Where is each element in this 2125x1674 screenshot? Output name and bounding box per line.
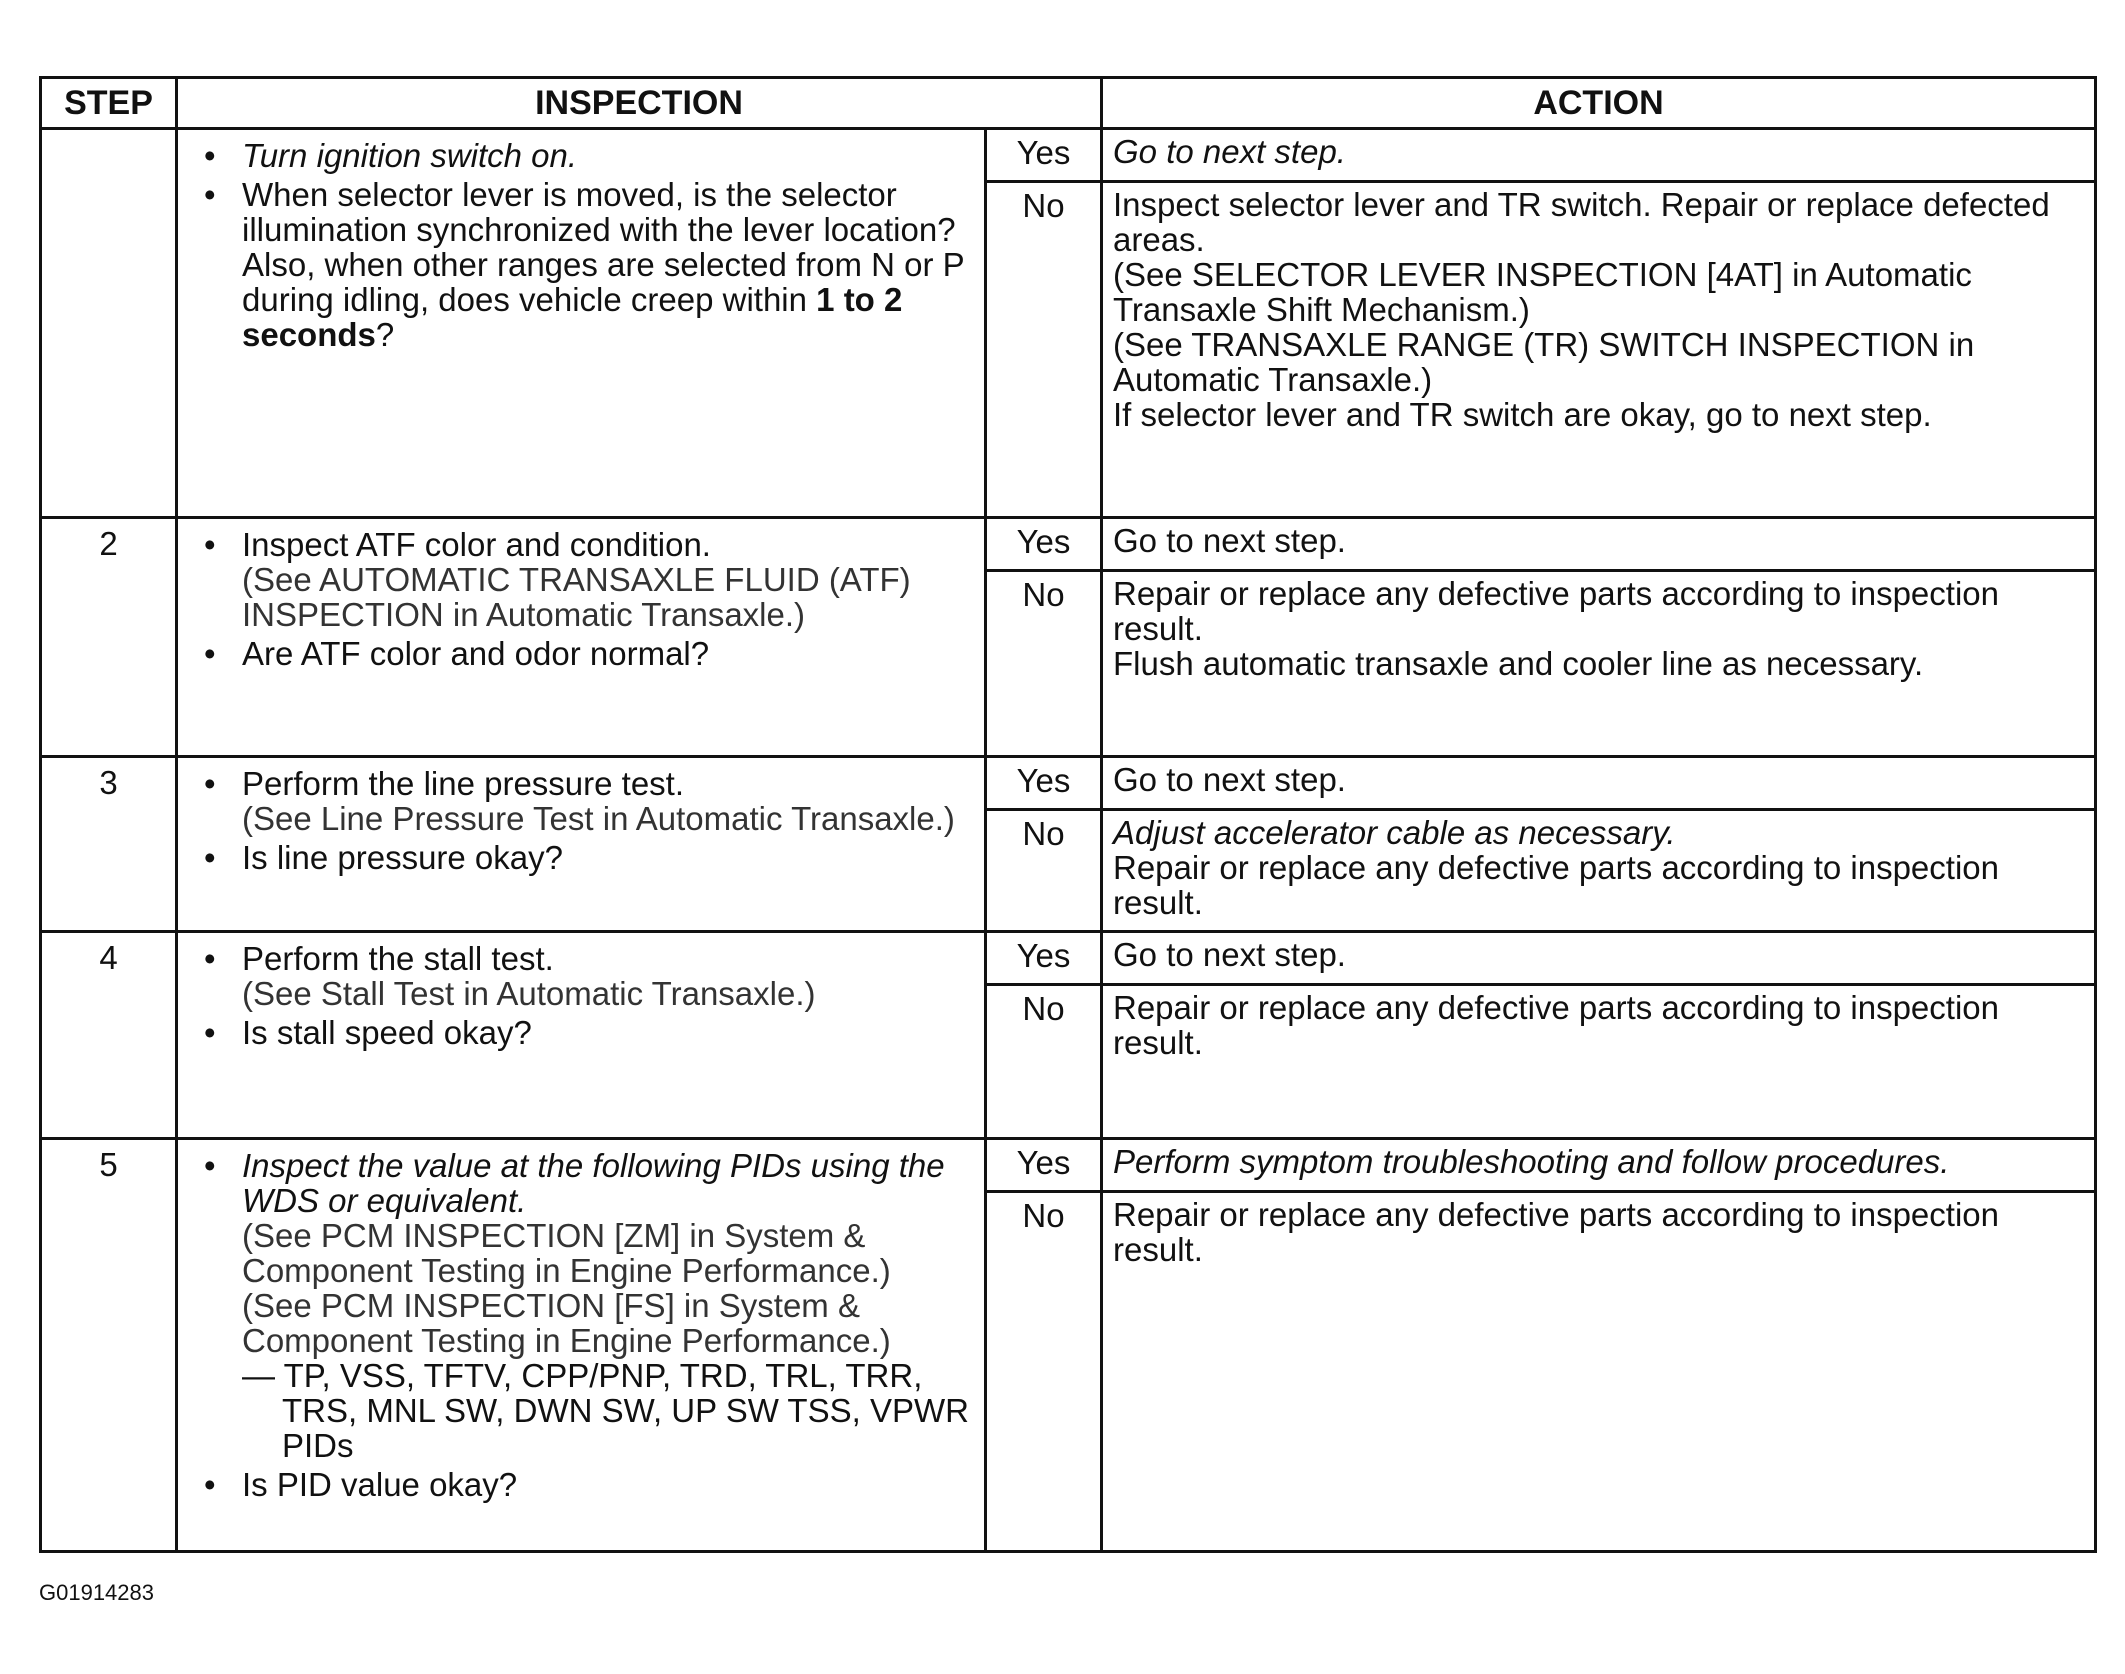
yes-action: Go to next step.: [1102, 129, 2096, 182]
no-label: No: [986, 571, 1102, 757]
inspection-item: • Inspect the value at the following PIDs using the WDS or equivalent. (See PCM INSPECTION [ZM] in System & Component Testing in Engine Performance.) (See PCM INSPECTION [FS] in System & Component Testing in Engine Performance.) — TP, VSS, TFTV, CPP/PNP, TRD, TRL, TRR, TRS, MNL SW, DWN SW, UP SW TSS, VPWR PIDs: [186, 1148, 974, 1463]
inspection-item: • Perform the stall test. (See Stall Test in Automatic Transaxle.): [204, 940, 816, 1012]
step-number: [41, 129, 177, 518]
no-action: Repair or replace any defective parts according to inspection result. Flush automatic transaxle and cooler line as necessary.: [1102, 571, 2096, 757]
inspection-item: • Is line pressure okay?: [204, 839, 563, 876]
inspection-cell: [177, 1139, 986, 1552]
inspection-item: • Is stall speed okay?: [204, 1014, 532, 1051]
no-action: Adjust accelerator cable as necessary. Repair or replace any defective parts according to inspection result.: [1102, 810, 2096, 932]
header-inspection: INSPECTION: [177, 78, 1102, 129]
no-label: No: [986, 182, 1102, 518]
yes-label: Yes: [986, 757, 1102, 810]
inspection-cell: [177, 129, 986, 518]
inspection-cell: [177, 932, 986, 1139]
inspection-item: • Is PID value okay?: [204, 1466, 518, 1503]
inspection-item: • Inspect ATF color and condition. (See AUTOMATIC TRANSAXLE FLUID (ATF) INSPECTION in Automatic Transaxle.): [204, 526, 911, 633]
inspection-item: • Turn ignition switch on.: [204, 137, 578, 174]
header-step: STEP: [41, 78, 177, 129]
yes-action: Go to next step.: [1102, 932, 2096, 985]
yes-label: Yes: [986, 932, 1102, 985]
step-number: 3: [41, 757, 177, 932]
no-action: Inspect selector lever and TR switch. Repair or replace defected areas. (See SELECTOR LEVER INSPECTION [4AT] in Automatic Transaxle Shift Mechanism.) (See TRANSAXLE RANGE (TR) SWITCH INSPECTION in Automatic Transaxle.) If selector lever and TR switch are okay, go to next step.: [1102, 182, 2096, 518]
pid-list: — TP, VSS, TFTV, CPP/PNP, TRD, TRL, TRR, TRS, MNL SW, DWN SW, UP SW TSS, VPWR PIDs: [242, 1357, 969, 1464]
no-action: Repair or replace any defective parts according to inspection result.: [1102, 985, 2096, 1139]
inspection-item: • Perform the line pressure test. (See Line Pressure Test in Automatic Transaxle.): [204, 765, 955, 837]
yes-action: Perform symptom troubleshooting and follow procedures.: [1102, 1139, 2096, 1192]
header-action: ACTION: [1102, 78, 2096, 129]
step-number: 2: [41, 518, 177, 757]
header-row: [41, 78, 2096, 129]
inspection-item: • When selector lever is moved, is the selector illumination synchronized with the lever location? Also, when other ranges are selected from N or P during idling, does vehicle creep within 1 to 2 seconds?: [204, 176, 965, 353]
yes-label: Yes: [986, 129, 1102, 182]
yes-action: Go to next step.: [1102, 518, 2096, 571]
table-row: [41, 757, 2096, 810]
table-row: [41, 1139, 2096, 1192]
table-row: [41, 518, 2096, 571]
inspection-item: • Are ATF color and odor normal?: [204, 635, 710, 672]
yes-label: Yes: [986, 518, 1102, 571]
no-action: Repair or replace any defective parts according to inspection result.: [1102, 1192, 2096, 1552]
troubleshooting-table: [39, 76, 2097, 1553]
yes-label: Yes: [986, 1139, 1102, 1192]
yes-action: Go to next step.: [1102, 757, 2096, 810]
table-row: [41, 129, 2096, 182]
inspection-cell: [177, 757, 986, 932]
table-row: [41, 932, 2096, 985]
figure-id: G01914283: [39, 1580, 154, 1605]
no-label: No: [986, 810, 1102, 932]
step-number: 4: [41, 932, 177, 1139]
no-label: No: [986, 1192, 1102, 1552]
step-number: 5: [41, 1139, 177, 1552]
inspection-cell: [177, 518, 986, 757]
no-label: No: [986, 985, 1102, 1139]
